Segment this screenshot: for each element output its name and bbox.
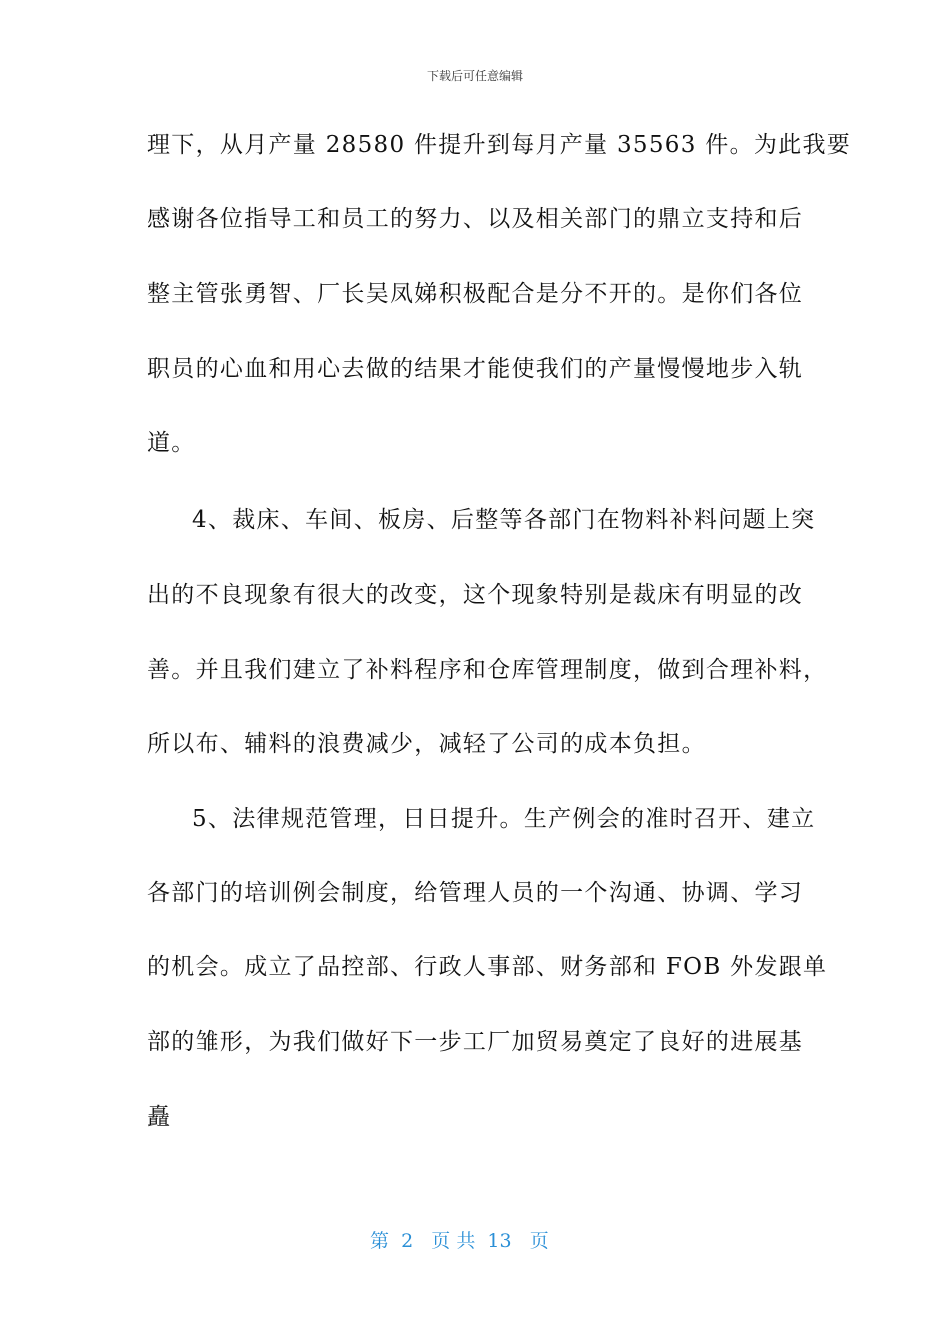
body-line-2: 感谢各位指导工和员工的努力、以及相关部门的鼎立支持和后 [147, 206, 804, 232]
page-number-footer: 第 2 页 共 13 页 [370, 1230, 549, 1252]
body-line-14: 矗 [147, 1104, 172, 1130]
body-line-7: 出的不良现象有很大的改变，这个现象特别是裁床有明显的改 [147, 582, 804, 608]
body-line-11: 各部门的培训例会制度，给管理人员的一个沟通、协调、学习 [147, 880, 804, 906]
body-line-5: 道。 [147, 430, 196, 456]
body-line-12: 的机会。成立了品控部、行政人事部、财务部和 FOB 外发跟单 [147, 954, 828, 980]
body-line-10: 5、法律规范管理，日日提升。生产例会的准时召开、建立 [192, 806, 816, 832]
body-line-9: 所以布、辅料的浪费减少，减轻了公司的成本负担。 [147, 731, 706, 757]
body-line-8: 善。并且我们建立了补料程序和仓库管理制度，做到合理补料， [147, 657, 828, 683]
body-line-6: 4、裁床、车间、板房、后整等各部门在物料补料问题上突 [192, 507, 816, 533]
body-line-3: 整主管张勇智、厂长吴凤娣积极配合是分不开的。是你们各位 [147, 281, 804, 307]
body-line-4: 职员的心血和用心去做的结果才能使我们的产量慢慢地步入轨 [147, 356, 804, 382]
header-note: 下载后可任意编辑 [426, 69, 523, 83]
body-line-1: 理下，从月产量 28580 件提升到每月产量 35563 件。为此我要 [147, 132, 852, 158]
body-line-13: 部的雏形，为我们做好下一步工厂加贸易奠定了良好的进展基 [147, 1029, 804, 1055]
